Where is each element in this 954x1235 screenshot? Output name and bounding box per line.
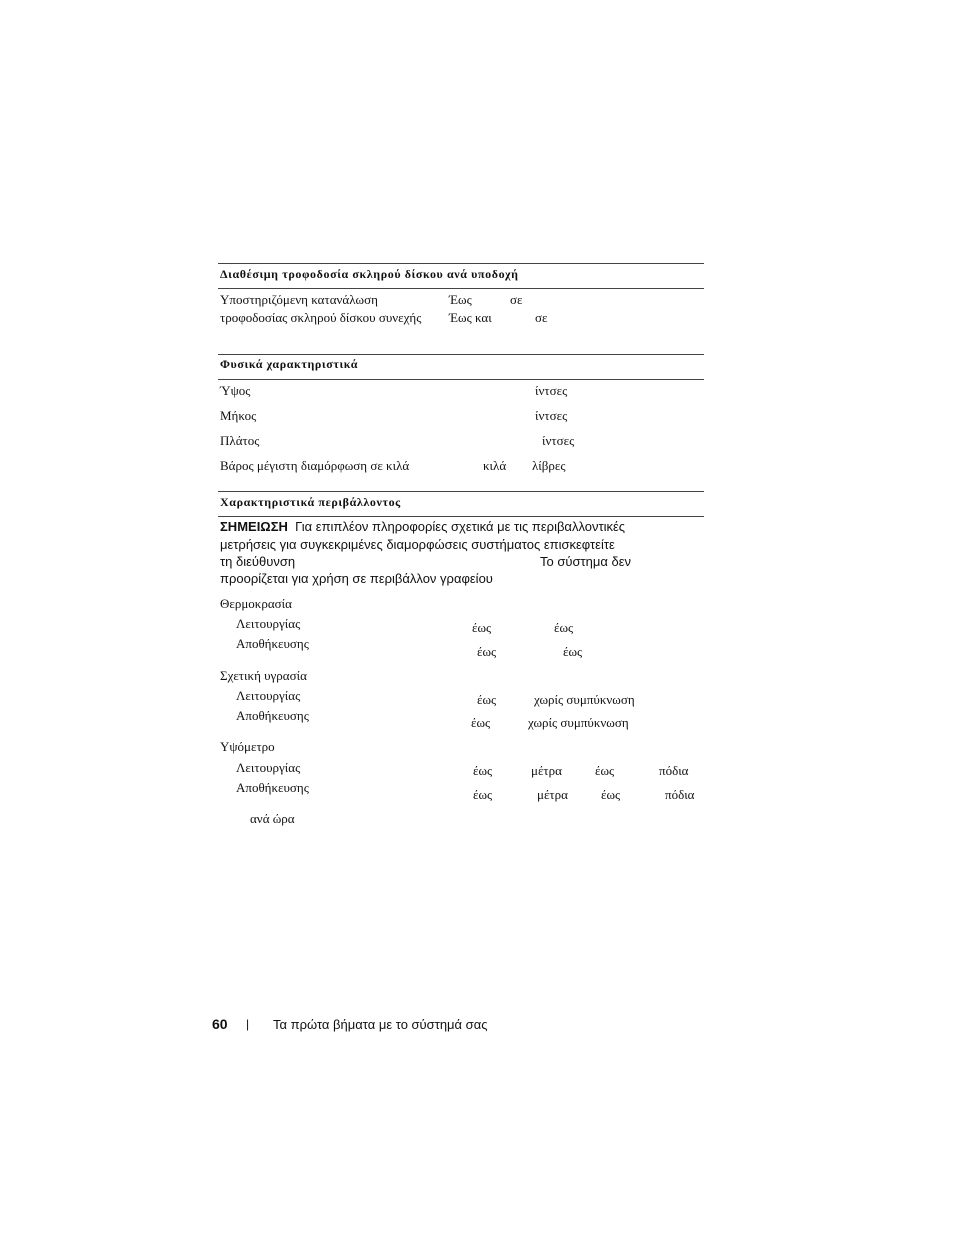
length-value: ίντσες: [535, 408, 568, 423]
temp-operating-a: έως: [472, 620, 492, 635]
note-line2: μετρήσεις για συγκεκριμένες διαμορφώσεις συστήματος επισκεφτείτε: [220, 537, 615, 552]
altitude-operating-b: μέτρα: [531, 763, 562, 778]
footer-separator: |: [246, 1017, 250, 1031]
humidity-operating-label: Λειτουργίας: [236, 688, 301, 703]
height-value: ίντσες: [535, 383, 568, 398]
note-line3b: Το σύστημα δεν: [540, 554, 632, 569]
humidity-storage-b: χωρίς συμπύκνωση: [528, 715, 629, 730]
altitude-storage-label: Αποθήκευσης: [236, 780, 309, 795]
note-line4: προορίζεται για χρήση σε περιβάλλον γραφείου: [220, 571, 493, 586]
width-value: ίντσες: [542, 433, 575, 448]
section1-row2-c2: σε: [535, 310, 548, 325]
humidity-label: Σχετική υγρασία: [220, 668, 307, 683]
page-number: 60: [212, 1016, 228, 1032]
height-label: Ύψος: [220, 383, 251, 398]
section3-title: Χαρακτηριστικά περιβάλλοντος: [220, 495, 401, 509]
section1-row2-label: τροφοδοσίας σκληρού δίσκου συνεχής: [220, 310, 422, 325]
weight-lb: λίβρες: [532, 458, 566, 473]
section1-bottom-rule: [218, 288, 704, 289]
section2-title: Φυσικά χαρακτηριστικά: [220, 357, 358, 371]
altitude-operating-d: πόδια: [659, 763, 689, 778]
altitude-operating-a: έως: [473, 763, 493, 778]
altitude-extra: ανά ώρα: [250, 811, 295, 826]
footer-title: Τα πρώτα βήματα με το σύστημά σας: [273, 1017, 488, 1032]
temperature-label: Θερμοκρασία: [220, 596, 292, 611]
altitude-storage-b: μέτρα: [537, 787, 568, 802]
humidity-operating-b: χωρίς συμπύκνωση: [534, 692, 635, 707]
width-label: Πλάτος: [220, 433, 260, 448]
altitude-storage-a: έως: [473, 787, 493, 802]
humidity-storage-label: Αποθήκευσης: [236, 708, 309, 723]
weight-kg: κιλά: [483, 458, 507, 473]
humidity-storage-a: έως: [471, 715, 491, 730]
altitude-label: Υψόμετρο: [220, 739, 275, 754]
temp-storage-b: έως: [563, 644, 583, 659]
section1-row1-c2: σε: [510, 292, 523, 307]
note-line1: [220, 519, 625, 534]
weight-label: Βάρος μέγιστη διαμόρφωση σε κιλά: [220, 458, 410, 473]
length-label: Μήκος: [220, 408, 257, 423]
section3-top-rule: [218, 491, 704, 492]
humidity-operating-a: έως: [477, 692, 497, 707]
altitude-storage-d: πόδια: [665, 787, 695, 802]
section2-bottom-rule: [218, 379, 704, 380]
section1-row1-c1: Έως: [449, 292, 472, 307]
section1-title: Διαθέσιμη τροφοδοσία σκληρού δίσκου ανά υποδοχή: [220, 267, 519, 281]
section1-top-rule: [218, 263, 704, 264]
section2-top-rule: [218, 354, 704, 355]
temp-operating-label: Λειτουργίας: [236, 616, 301, 631]
section3-bottom-rule: [218, 516, 704, 517]
temp-operating-b: έως: [554, 620, 574, 635]
section1-row1-label: Υποστηριζόμενη κατανάλωση: [220, 292, 378, 307]
note-label: ΣΗΜΕΙΩΣΗ: [220, 519, 288, 534]
note-text1: Για επιπλέον πληροφορίες σχετικά με τις περιβαλλοντικές: [295, 519, 626, 534]
temp-storage-label: Αποθήκευσης: [236, 636, 309, 651]
temp-storage-a: έως: [477, 644, 497, 659]
note-line3a: τη διεύθυνση: [220, 554, 296, 569]
altitude-operating-label: Λειτουργίας: [236, 760, 301, 775]
section1-row2-c1: Έως και: [449, 310, 492, 325]
altitude-operating-c: έως: [595, 763, 615, 778]
altitude-storage-c: έως: [601, 787, 621, 802]
